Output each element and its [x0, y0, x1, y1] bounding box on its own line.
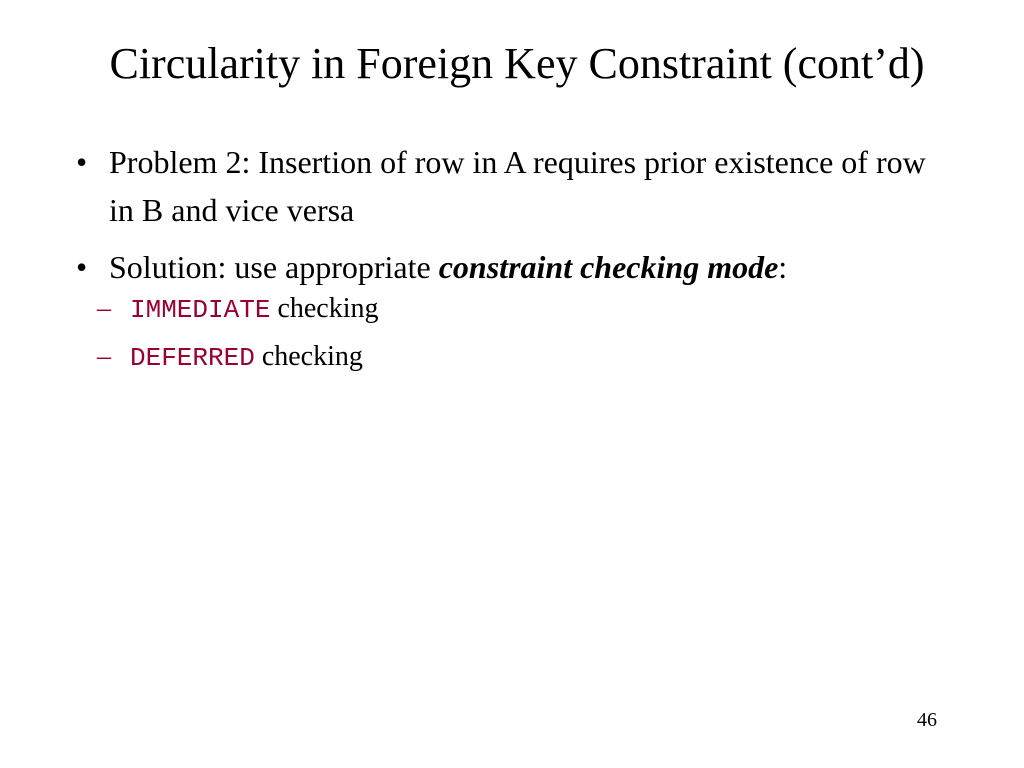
- bullet-text: Problem 2: Insertion of row in A requires prior existence of row in B and vice versa: [109, 144, 926, 228]
- emphasized-term: constraint checking mode: [438, 249, 779, 285]
- code-keyword-deferred: DEFERRED: [130, 343, 255, 373]
- dash-marker: –: [97, 341, 111, 372]
- sub-item-text: checking: [254, 341, 363, 372]
- bullet-item-problem: [76, 138, 956, 234]
- bullet-marker: •: [76, 144, 88, 180]
- bullet-list: [76, 138, 956, 387]
- bullet-text: [109, 249, 787, 285]
- page-number: 46: [917, 709, 937, 731]
- dash-marker: –: [97, 293, 111, 324]
- sub-item-text: checking: [270, 293, 379, 324]
- bullet-item-solution: [76, 243, 956, 378]
- bullet-marker: •: [76, 249, 88, 285]
- slide-title: Circularity in Foreign Key Constraint (cont’d): [109, 39, 925, 88]
- bullet-text-colon: :: [778, 249, 788, 285]
- sub-list: [97, 289, 944, 378]
- bullet-text-plain: Solution: use appropriate: [109, 249, 439, 285]
- code-keyword-immediate: IMMEDIATE: [130, 295, 271, 325]
- sub-item-immediate: [97, 289, 944, 330]
- sub-item-deferred: [97, 337, 944, 378]
